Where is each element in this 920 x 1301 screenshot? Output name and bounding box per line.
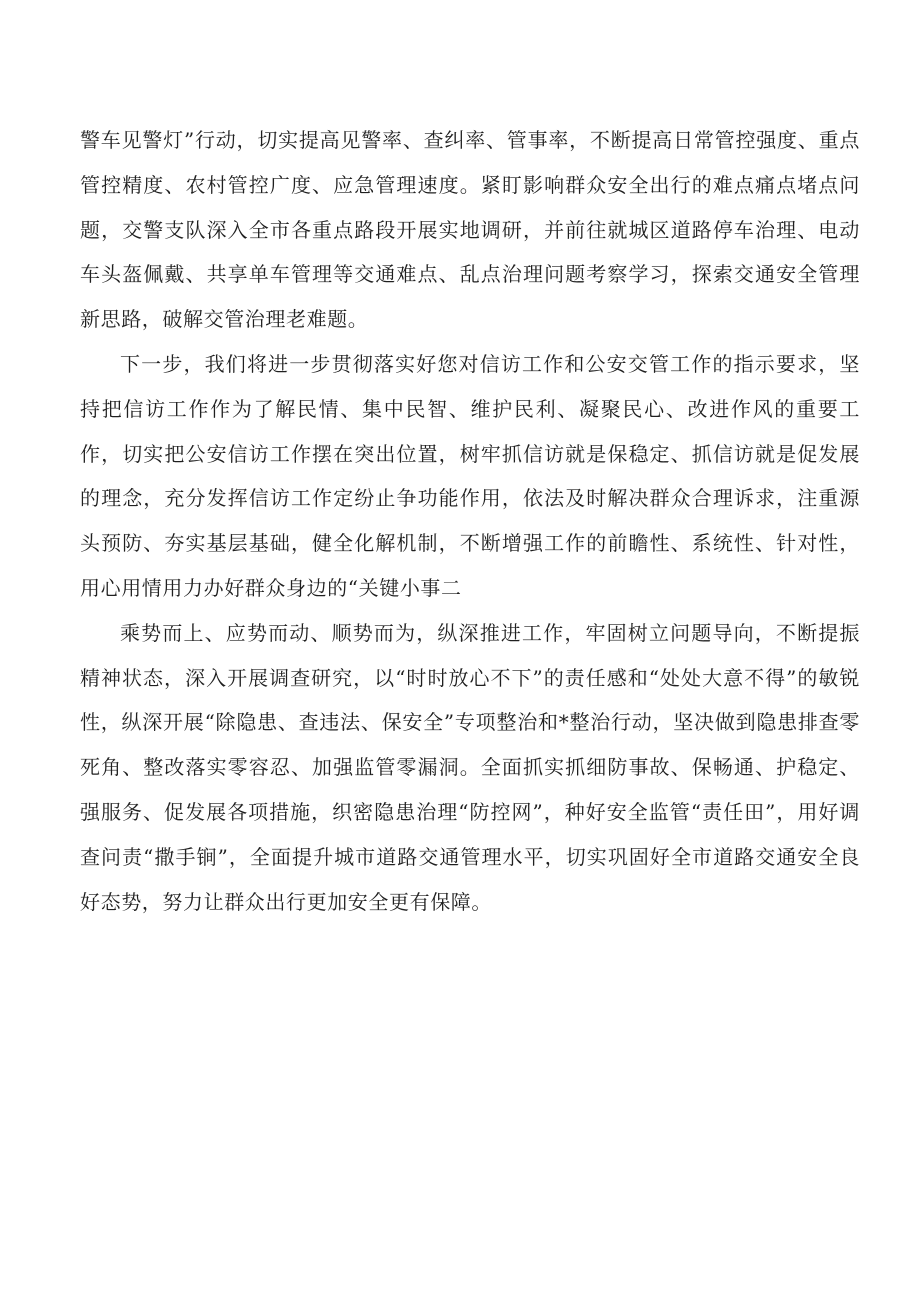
document-body — [80, 118, 860, 924]
paragraph-continuation: 警车见警灯”行动，切实提高见警率、查纠率、管事率，不断提高日常管控强度、重点管控精度、农村管控广度、应急管理速度。紧盯影响群众安全出行的难点痛点堵点问题，交警支队深入全市各重点路段开展实地调研，并前往就城区道路停车治理、电动车头盔佩戴、共享单车管理等交通难点、乱点治理问题考察学习，探索交通安全管理新思路，破解交管治理老难题。 — [80, 128, 860, 332]
paragraph-next-steps: 下一步，我们将进一步贯彻落实好您对信访工作和公安交管工作的指示要求，坚持把信访工作作为了解民情、集中民智、维护民利、凝聚民心、改进作风的重要工作，切实把公安信访工作摆在突出位置，树牢抓信访就是保稳定、抓信访就是促发展的理念，充分发挥信访工作定纷止争功能作用，依法及时解决群众合理诉求，注重源头预防、夯实基层基础，健全化解机制，不断增强工作的前瞻性、系统性、针对性，用心用情用力办好群众身边的“关键小事二 — [80, 351, 860, 600]
paragraph-momentum: 乘势而上、应势而动、顺势而为，纵深推进工作，牢固树立问题导向，不断提振精神状态，深入开展调查研究，以“时时放心不下”的责任感和“处处大意不得”的敏锐性，纵深开展“除隐患、查违法、保安全”专项整治和*整治行动，坚决做到隐患排查零死角、整改落实零容忍、加强监管零漏洞。全面抓实抓细防事故、保畅通、护稳定、强服务、促发展各项措施，织密隐患治理“防控网”，种好安全监管“责任田”，用好调查问责“撒手锏”，全面提升城市道路交通管理水平，切实巩固好全市道路交通安全良好态势，努力让群众出行更加安全更有保障。 — [80, 620, 860, 914]
